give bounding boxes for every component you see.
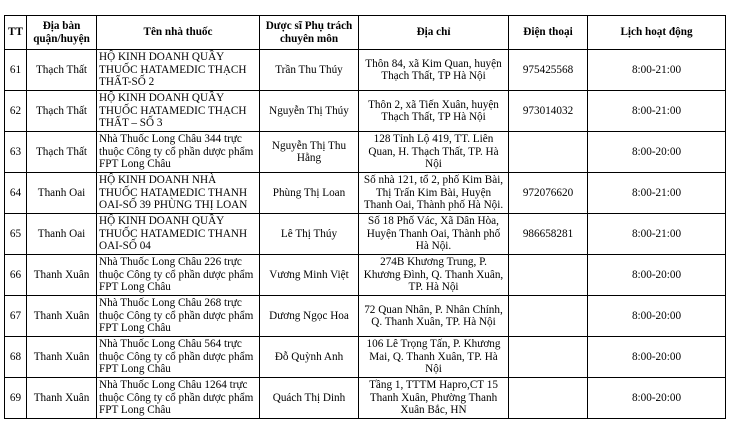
cell-district: Thạch Thất xyxy=(27,132,97,173)
cell-hours: 8:00-20:00 xyxy=(588,132,726,173)
cell-tt: 65 xyxy=(5,214,27,255)
cell-address: 72 Quan Nhân, P. Nhân Chính, Q. Thanh Xuân, TP. Hà Nội xyxy=(359,296,509,337)
cell-pharmacy-name: Nhà Thuốc Long Châu 344 trực thuộc Công ty cổ phần dược phẩm FPT Long Châu xyxy=(97,132,260,173)
table-row xyxy=(5,173,726,214)
table-row xyxy=(5,91,726,132)
cell-phone xyxy=(509,378,588,419)
cell-hours: 8:00-21:00 xyxy=(588,91,726,132)
cell-address: 128 Tỉnh Lộ 419, TT. Liên Quan, H. Thạch Thất, TP. Hà Nội xyxy=(359,132,509,173)
cell-hours: 8:00-21:00 xyxy=(588,50,726,91)
cell-phone xyxy=(509,132,588,173)
cell-phone: 986658281 xyxy=(509,214,588,255)
cell-hours: 8:00-20:00 xyxy=(588,337,726,378)
header-hours: Lịch hoạt động xyxy=(588,16,726,50)
cell-tt: 64 xyxy=(5,173,27,214)
cell-tt: 66 xyxy=(5,255,27,296)
table-row xyxy=(5,132,726,173)
cell-tt: 63 xyxy=(5,132,27,173)
cell-address: 274B Khương Trung, P. Khương Đình, Q. Thanh Xuân, TP. Hà Nội xyxy=(359,255,509,296)
cell-pharmacist: Nguyễn Thị Thúy xyxy=(260,91,359,132)
cell-pharmacist: Dương Ngọc Hoa xyxy=(260,296,359,337)
table-row xyxy=(5,255,726,296)
cell-phone: 973014032 xyxy=(509,91,588,132)
cell-district: Thanh Oai xyxy=(27,214,97,255)
cell-pharmacy-name: HỘ KINH DOANH QUẦY THUỐC HATAMEDIC THẠCH THẤT – SỐ 3 xyxy=(97,91,260,132)
cell-pharmacy-name: HỘ KINH DOANH NHÀ THUỐC HATAMEDIC THANH OAI-SỐ 39 PHÙNG THỊ LOAN xyxy=(97,173,260,214)
cell-tt: 61 xyxy=(5,50,27,91)
cell-district: Thạch Thất xyxy=(27,91,97,132)
cell-phone xyxy=(509,337,588,378)
cell-pharmacist: Trần Thu Thúy xyxy=(260,50,359,91)
cell-district: Thanh Oai xyxy=(27,173,97,214)
cell-address: Số nhà 121, tổ 2, phố Kim Bài, Thị Trấn Kim Bài, Huyện Thanh Oai, Thành phố Hà Nội. xyxy=(359,173,509,214)
cell-address: Thôn 2, xã Tiến Xuân, huyện Thạch Thất, TP Hà Nội xyxy=(359,91,509,132)
cell-address: Thôn 84, xã Kim Quan, huyện Thạch Thất, TP Hà Nội xyxy=(359,50,509,91)
cell-phone xyxy=(509,255,588,296)
cell-district: Thanh Xuân xyxy=(27,378,97,419)
cell-tt: 69 xyxy=(5,378,27,419)
header-district: Địa bàn quận/huyện xyxy=(27,16,97,50)
header-row xyxy=(5,16,726,50)
cell-hours: 8:00-21:00 xyxy=(588,214,726,255)
cell-hours: 8:00-20:00 xyxy=(588,296,726,337)
table-row xyxy=(5,296,726,337)
cell-address: Tầng 1, TTTM Hapro,CT 15 Thanh Xuân, Phường Thanh Xuân Bắc, HN xyxy=(359,378,509,419)
cell-phone: 972076620 xyxy=(509,173,588,214)
table-row xyxy=(5,337,726,378)
cell-hours: 8:00-20:00 xyxy=(588,255,726,296)
cell-pharmacy-name: Nhà Thuốc Long Châu 226 trực thuộc Công ty cổ phần dược phẩm FPT Long Châu xyxy=(97,255,260,296)
cell-district: Thanh Xuân xyxy=(27,296,97,337)
cell-phone xyxy=(509,296,588,337)
cell-pharmacist: Vương Minh Việt xyxy=(260,255,359,296)
cell-tt: 68 xyxy=(5,337,27,378)
cell-pharmacist: Lê Thị Thúy xyxy=(260,214,359,255)
pharmacy-table xyxy=(4,15,726,419)
cell-district: Thạch Thất xyxy=(27,50,97,91)
cell-pharmacist: Nguyễn Thị Thu Hằng xyxy=(260,132,359,173)
cell-pharmacist: Phùng Thị Loan xyxy=(260,173,359,214)
cell-address: 106 Lê Trọng Tấn, P. Khương Mai, Q. Thanh Xuân, TP. Hà Nội xyxy=(359,337,509,378)
cell-pharmacy-name: HỘ KINH DOANH QUẦY THUỐC HATAMEDIC THANH OAI-SỐ 04 xyxy=(97,214,260,255)
cell-pharmacist: Đỗ Quỳnh Anh xyxy=(260,337,359,378)
cell-hours: 8:00-21:00 xyxy=(588,173,726,214)
header-pharmacist: Dược sĩ Phụ trách chuyên môn xyxy=(260,16,359,50)
cell-pharmacist: Quách Thị Dinh xyxy=(260,378,359,419)
cell-tt: 67 xyxy=(5,296,27,337)
cell-phone: 975425568 xyxy=(509,50,588,91)
cell-pharmacy-name: Nhà Thuốc Long Châu 268 trực thuộc Công ty cổ phần dược phẩm FPT Long Châu xyxy=(97,296,260,337)
table-row xyxy=(5,50,726,91)
cell-district: Thanh Xuân xyxy=(27,337,97,378)
cell-tt: 62 xyxy=(5,91,27,132)
header-name: Tên nhà thuốc xyxy=(97,16,260,50)
cell-pharmacy-name: Nhà Thuốc Long Châu 564 trực thuộc Công ty cổ phần dược phẩm FPT Long Châu xyxy=(97,337,260,378)
table-row xyxy=(5,378,726,419)
cell-pharmacy-name: Nhà Thuốc Long Châu 1264 trực thuộc Công ty cổ phần dược phẩm FPT Long Châu xyxy=(97,378,260,419)
cell-pharmacy-name: HỘ KINH DOANH QUẦY THUỐC HATAMEDIC THẠCH THẤT-SỐ 2 xyxy=(97,50,260,91)
cell-address: Số 18 Phố Vác, Xã Dân Hòa, Huyện Thanh Oai, Thành phố Hà Nội. xyxy=(359,214,509,255)
header-tt: TT xyxy=(5,16,27,50)
header-address: Địa chỉ xyxy=(359,16,509,50)
cell-district: Thanh Xuân xyxy=(27,255,97,296)
header-phone: Điện thoại xyxy=(509,16,588,50)
table-row xyxy=(5,214,726,255)
cell-hours: 8:00-20:00 xyxy=(588,378,726,419)
